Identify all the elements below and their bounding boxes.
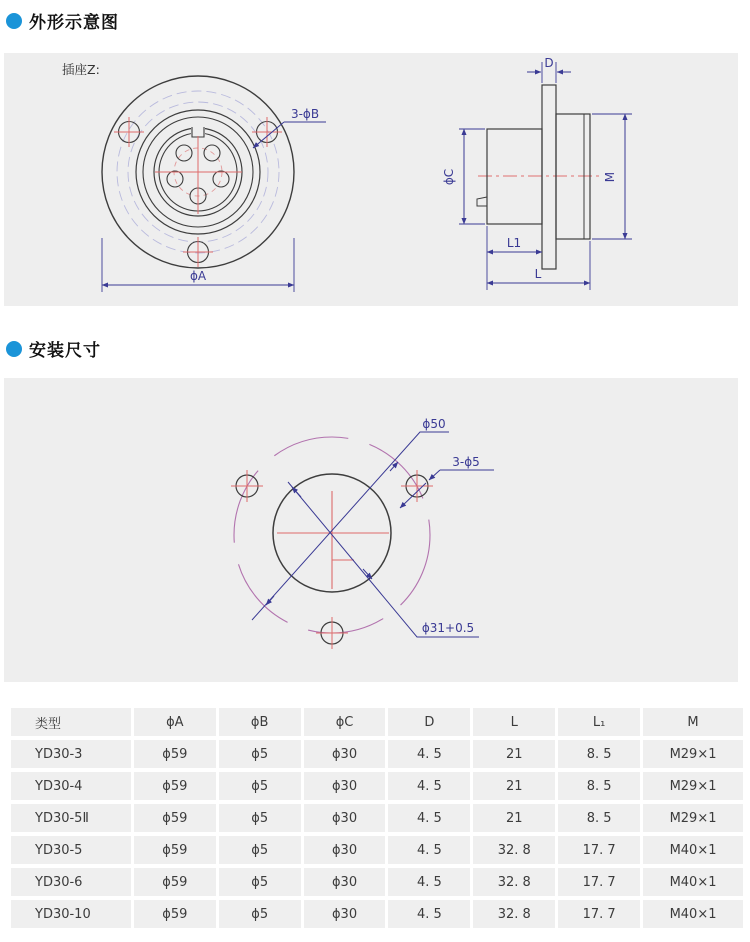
dim-label-L: L [534, 267, 542, 281]
value-cell: M29×1 [643, 772, 743, 800]
value-cell: M40×1 [643, 836, 743, 864]
value-cell: 17. 7 [558, 868, 640, 896]
value-cell: ϕ5 [219, 772, 301, 800]
model-cell: YD30-5 [11, 836, 131, 864]
value-cell: ϕ59 [134, 836, 216, 864]
value-cell: ϕ5 [219, 836, 301, 864]
d-dimension [527, 56, 571, 83]
value-cell: ϕ5 [219, 804, 301, 832]
front-view [62, 62, 326, 292]
keyway-mask [191, 124, 205, 136]
center-crosshair [277, 491, 389, 589]
table-header-cell: L₁ [558, 708, 640, 736]
value-cell: ϕ30 [304, 740, 386, 768]
value-cell: 4. 5 [388, 804, 470, 832]
value-cell: 32. 8 [473, 868, 555, 896]
table-row [11, 804, 743, 832]
value-cell: ϕ59 [134, 868, 216, 896]
mounting-view [231, 417, 494, 649]
value-cell: ϕ59 [134, 804, 216, 832]
table-header-cell: ϕA [134, 708, 216, 736]
value-cell: 8. 5 [558, 772, 640, 800]
table-row [11, 772, 743, 800]
table-head [11, 708, 743, 736]
value-cell: 32. 8 [473, 836, 555, 864]
table-header-cell: ϕB [219, 708, 301, 736]
value-cell: 17. 7 [558, 900, 640, 928]
l1-dimension [487, 226, 542, 259]
table-header-cell: 类型 [11, 708, 131, 736]
dim-label-phiA: ϕA [189, 269, 207, 283]
model-cell: YD30-10 [11, 900, 131, 928]
dim-label-phi50: ϕ50 [422, 417, 446, 431]
value-cell: 8. 5 [558, 740, 640, 768]
l-dimension [487, 241, 590, 290]
body-tab [477, 197, 487, 206]
section-title-text: 外形示意图 [29, 13, 119, 33]
socket-label: 插座Z: [62, 62, 100, 77]
table-body [11, 740, 743, 928]
value-cell: 17. 7 [558, 836, 640, 864]
value-cell: 32. 8 [473, 900, 555, 928]
value-cell: ϕ5 [219, 740, 301, 768]
flange-plate [542, 85, 556, 269]
value-cell: ϕ59 [134, 740, 216, 768]
value-cell: ϕ30 [304, 868, 386, 896]
table-row [11, 836, 743, 864]
table-row [11, 900, 743, 928]
value-cell: M29×1 [643, 740, 743, 768]
table-header-cell: D [388, 708, 470, 736]
value-cell: 21 [473, 772, 555, 800]
dim-label-M: M [603, 171, 617, 183]
dim-label-L1: L1 [506, 236, 522, 250]
value-cell: 4. 5 [388, 772, 470, 800]
value-cell: 4. 5 [388, 836, 470, 864]
value-cell: 4. 5 [388, 868, 470, 896]
dim-label-D: D [544, 56, 554, 70]
table-row [11, 740, 743, 768]
dim-label-3phiB: 3-ϕB [290, 107, 320, 121]
model-cell: YD30-3 [11, 740, 131, 768]
dim-label-phi31: ϕ31+0.5 [421, 621, 475, 635]
value-cell: ϕ30 [304, 836, 386, 864]
table-header-cell: L [473, 708, 555, 736]
dim-label-phiC: ϕC [442, 168, 456, 186]
value-cell: ϕ5 [219, 868, 301, 896]
table-row [11, 868, 743, 896]
value-cell: M40×1 [643, 868, 743, 896]
dim-label-3phi5: 3-ϕ5 [452, 455, 480, 469]
value-cell: ϕ59 [134, 900, 216, 928]
value-cell: M29×1 [643, 804, 743, 832]
value-cell: ϕ30 [304, 804, 386, 832]
table-header-cell: ϕC [304, 708, 386, 736]
value-cell: ϕ5 [219, 900, 301, 928]
model-cell: YD30-4 [11, 772, 131, 800]
value-cell: 4. 5 [388, 900, 470, 928]
side-view [442, 56, 632, 290]
value-cell: 8. 5 [558, 804, 640, 832]
value-cell: 21 [473, 804, 555, 832]
value-cell: 21 [473, 740, 555, 768]
section-title-text: 安装尺寸 [29, 341, 101, 361]
table-header-cell: M [643, 708, 743, 736]
value-cell: M40×1 [643, 900, 743, 928]
value-cell: ϕ30 [304, 900, 386, 928]
value-cell: ϕ59 [134, 772, 216, 800]
value-cell: 4. 5 [388, 740, 470, 768]
table-header-row [11, 708, 743, 736]
model-cell: YD30-6 [11, 868, 131, 896]
value-cell: ϕ30 [304, 772, 386, 800]
spec-table [8, 704, 746, 932]
model-cell: YD30-5Ⅱ [11, 804, 131, 832]
